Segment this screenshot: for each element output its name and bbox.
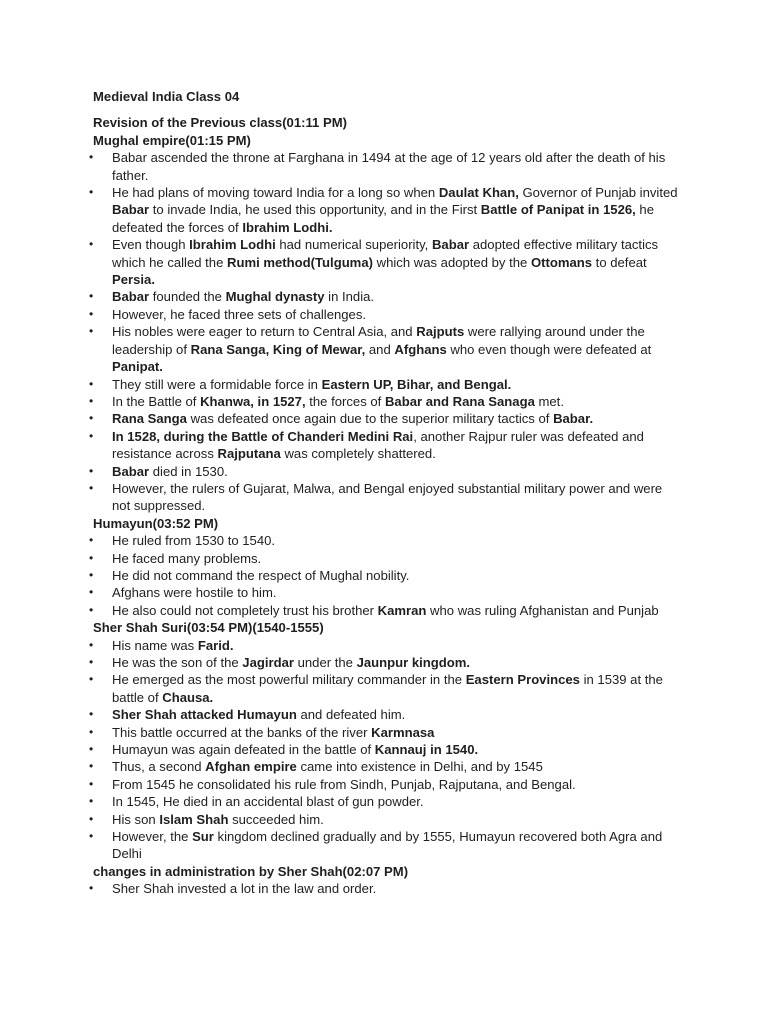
list-item <box>93 288 683 305</box>
text-run: and defeated him. <box>296 707 406 723</box>
bold-text: Ibrahim Lodhi. <box>242 219 333 235</box>
list-item <box>93 741 683 758</box>
text-run: had numerical superiority, <box>275 237 432 253</box>
list-item <box>93 671 683 706</box>
text-run: He had plans of moving toward India for a long so when <box>112 185 439 201</box>
list-item <box>93 637 683 654</box>
text-run: kingdom declined gradually and by 1555, Humayun recovered both Agra and Delhi <box>112 829 663 862</box>
bold-text: Eastern Provinces <box>465 672 580 688</box>
text-run: and <box>365 341 395 357</box>
text-run: in 1539 at the battle of <box>112 672 663 705</box>
list-item <box>93 706 683 723</box>
list-item <box>93 602 683 619</box>
section-heading: Sher Shah Suri(03:54 PM)(1540-1555) <box>93 620 324 636</box>
document-title: Medieval India Class 04 <box>93 89 240 104</box>
section-heading: Mughal empire(01:15 PM) <box>93 132 251 148</box>
list-item <box>93 567 683 584</box>
list-item <box>93 880 683 897</box>
bold-text: Rumi method(Tulguma) <box>227 254 373 270</box>
text-run: He did not command the respect of Mughal nobility. <box>112 567 410 583</box>
bold-text: Rajputs <box>416 324 465 340</box>
text-run: His son <box>112 811 160 827</box>
text-run: This battle occurred at the banks of the river <box>112 724 372 740</box>
text-run: founded the <box>149 289 226 305</box>
text-run: the forces of <box>305 393 385 409</box>
list-item <box>93 376 683 393</box>
text-run: Thus, a second <box>112 759 206 775</box>
text-run: However, the <box>112 829 193 845</box>
bold-text: Babar <box>112 202 150 218</box>
list-item <box>93 532 683 549</box>
text-run: succeeded him. <box>228 811 324 827</box>
list-item <box>93 393 683 410</box>
bold-text: Battle of Panipat in 1526, <box>480 202 636 218</box>
text-run: in India. <box>324 289 375 305</box>
document-page <box>93 88 683 898</box>
bold-text: Islam Shah <box>159 811 229 827</box>
bold-text: In 1528, during the Battle of Chanderi Medini Rai <box>112 428 414 444</box>
text-run: were rallying around under the leadership of <box>112 324 645 357</box>
bold-text: Jaunpur kingdom. <box>356 655 471 670</box>
list-item <box>93 811 683 828</box>
list-item <box>93 828 683 863</box>
text-run: adopted effective military tactics which he called the <box>112 237 659 270</box>
text-run: He was the son of the <box>112 655 243 670</box>
list-item <box>93 584 683 601</box>
list-item <box>93 184 683 236</box>
text-run: was completely shattered. <box>280 446 436 462</box>
section-heading: Humayun(03:52 PM) <box>93 515 219 531</box>
bold-text: Panipat. <box>112 359 163 375</box>
text-run: he defeated the forces of <box>112 202 654 235</box>
bold-text: Babar and Rana Sanaga <box>384 393 535 409</box>
bold-text: Kamran <box>377 602 427 618</box>
bullet-list <box>93 637 683 863</box>
bold-text: Rana Sanga <box>112 411 187 427</box>
text-run: who was ruling Afghanistan and Punjab <box>426 602 659 618</box>
bold-text: Khanwa, in 1527, <box>200 393 306 409</box>
list-item <box>93 149 683 184</box>
section-heading: Revision of the Previous class(01:11 PM) <box>93 115 347 131</box>
text-run: which was adopted by the <box>372 254 531 270</box>
bold-text: Babar. <box>553 411 594 427</box>
list-item <box>93 776 683 793</box>
text-run: Sher Shah invested a lot in the law and order. <box>112 881 377 897</box>
bold-text: Jagirdar <box>242 655 294 670</box>
bold-text: Ibrahim Lodhi <box>189 237 276 253</box>
bold-text: Ottomans <box>530 254 593 270</box>
text-run: In 1545, He died in an accidental blast of gun powder. <box>112 794 424 810</box>
list-item <box>93 428 683 463</box>
text-run: to invade India, he used this opportunity, and in the First <box>149 202 481 218</box>
list-item <box>93 550 683 567</box>
text-run: He also could not completely trust his brother <box>112 602 378 618</box>
list-item <box>93 306 683 323</box>
text-run: Governor of Punjab invited <box>518 185 678 201</box>
list-item <box>93 323 683 375</box>
bold-text: Rajputana <box>217 446 281 462</box>
text-run: , another Rajpur ruler was defeated and resistance across <box>112 428 644 462</box>
text-run: Even though <box>112 237 190 253</box>
bold-text: Persia. <box>112 272 155 288</box>
text-run: who even though were defeated at <box>446 341 652 357</box>
text-run: His name was <box>112 637 198 653</box>
text-run: came into existence in Delhi, and by 1545 <box>296 759 543 775</box>
text-run: died in 1530. <box>149 463 228 479</box>
text-run: He faced many problems. <box>112 550 262 566</box>
bold-text: Sher Shah attacked Humayun <box>112 707 297 723</box>
document-body <box>93 114 683 897</box>
text-run: He emerged as the most powerful military commander in the <box>112 672 466 688</box>
bold-text: Farid. <box>197 637 234 653</box>
bullet-list <box>93 149 683 515</box>
section-heading: changes in administration by Sher Shah(02:07 PM) <box>93 863 409 879</box>
bold-text: Afghan empire <box>205 759 297 775</box>
bold-text: Eastern UP, Bihar, and Bengal. <box>321 376 512 392</box>
text-run: They still were a formidable force in <box>112 376 322 392</box>
bold-text: Karmnasa <box>371 724 435 740</box>
text-run: Humayun was again defeated in the battle of <box>112 742 375 758</box>
text-run: From 1545 he consolidated his rule from Sindh, Punjab, Rajputana, and Bengal. <box>112 776 576 792</box>
bold-text: Afghans <box>394 341 447 357</box>
text-run: His nobles were eager to return to Central Asia, and <box>112 324 417 340</box>
list-item <box>93 654 683 671</box>
list-item <box>93 480 683 515</box>
list-item <box>93 793 683 810</box>
list-item <box>93 758 683 775</box>
bold-text: Chausa. <box>162 689 214 705</box>
bold-text: Daulat Khan, <box>438 185 519 201</box>
text-run: Babar ascended the throne at Farghana in 1494 at the age of 12 years old after the death of his father. <box>112 150 666 183</box>
bold-text: Kannauj in 1540. <box>374 742 479 758</box>
bullet-list <box>93 532 683 619</box>
list-item <box>93 236 683 288</box>
bold-text: Babar <box>112 289 150 305</box>
text-run: He ruled from 1530 to 1540. <box>112 533 276 549</box>
bold-text: Sur <box>192 829 214 845</box>
list-item <box>93 463 683 480</box>
text-run: However, the rulers of Gujarat, Malwa, and Bengal enjoyed substantial military power and were not suppressed. <box>112 480 663 514</box>
list-item <box>93 410 683 427</box>
bold-text: Babar <box>112 463 150 479</box>
bold-text: Rana Sanga, King of Mewar, <box>190 341 366 357</box>
text-run: to defeat <box>592 254 647 270</box>
bold-text: Mughal dynasty <box>225 289 325 305</box>
text-run: Afghans were hostile to him. <box>112 585 277 601</box>
text-run: However, he faced three sets of challenges. <box>112 306 367 322</box>
text-run: met. <box>534 393 564 409</box>
bold-text: Babar <box>431 237 470 253</box>
list-item <box>93 724 683 741</box>
text-run: was defeated once again due to the superior military tactics of <box>186 411 554 427</box>
bullet-list <box>93 880 683 897</box>
text-run: under the <box>293 655 357 670</box>
text-run: In the Battle of <box>112 393 201 409</box>
